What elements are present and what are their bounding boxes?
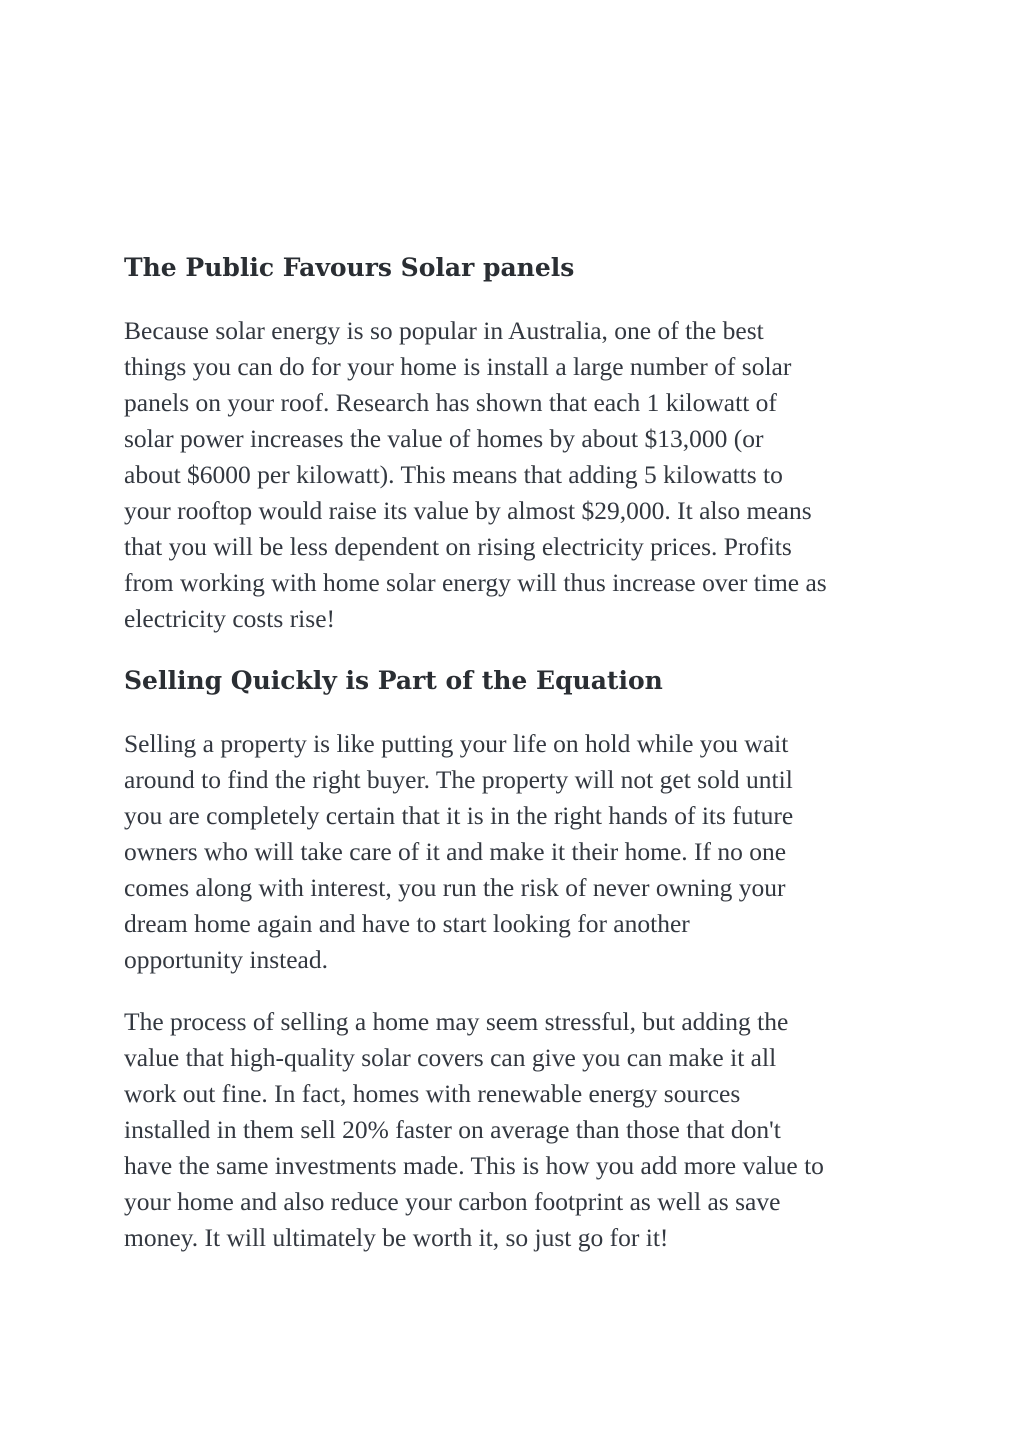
- text-line: value that high-quality solar covers can give you can make it all: [124, 1043, 777, 1072]
- text-line: work out fine. In fact, homes with renewable energy sources: [124, 1079, 741, 1108]
- text-line: from working with home solar energy will thus increase over time as: [124, 568, 827, 597]
- text-line: comes along with interest, you run the risk of never owning your: [124, 873, 786, 902]
- text-line: you are completely certain that it is in the right hands of its future: [124, 801, 794, 830]
- paragraph-solar-value: [124, 313, 904, 637]
- section-heading-selling-quickly: Selling Quickly is Part of the Equation: [124, 666, 663, 695]
- text-line: your rooftop would raise its value by almost $29,000. It also means: [124, 496, 812, 525]
- article-body: [124, 250, 904, 1256]
- text-line: dream home again and have to start looking for another: [124, 909, 690, 938]
- text-line: Because solar energy is so popular in Australia, one of the best: [124, 316, 764, 345]
- text-line: opportunity instead.: [124, 945, 328, 974]
- text-line: Selling a property is like putting your life on hold while you wait: [124, 729, 789, 758]
- text-line: your home and also reduce your carbon footprint as well as save: [124, 1187, 781, 1216]
- paragraph-selling-process: [124, 1004, 904, 1256]
- paragraph-selling-property: [124, 726, 904, 978]
- text-line: electricity costs rise!: [124, 604, 335, 633]
- text-line: owners who will take care of it and make it their home. If no one: [124, 837, 787, 866]
- text-line: money. It will ultimately be worth it, so just go for it!: [124, 1223, 669, 1252]
- text-line: panels on your roof. Research has shown that each 1 kilowatt of: [124, 388, 777, 417]
- text-line: around to find the right buyer. The property will not get sold until: [124, 765, 793, 794]
- text-line: about $6000 per kilowatt). This means that adding 5 kilowatts to: [124, 460, 783, 489]
- text-line: installed in them sell 20% faster on average than those that don't: [124, 1115, 781, 1144]
- text-line: have the same investments made. This is how you add more value to: [124, 1151, 824, 1180]
- text-line: The process of selling a home may seem stressful, but adding the: [124, 1007, 789, 1036]
- section-heading-solar-panels: The Public Favours Solar panels: [124, 253, 575, 282]
- text-line: that you will be less dependent on rising electricity prices. Profits: [124, 532, 792, 561]
- text-line: things you can do for your home is install a large number of solar: [124, 352, 792, 381]
- text-line: solar power increases the value of homes by about $13,000 (or: [124, 424, 764, 453]
